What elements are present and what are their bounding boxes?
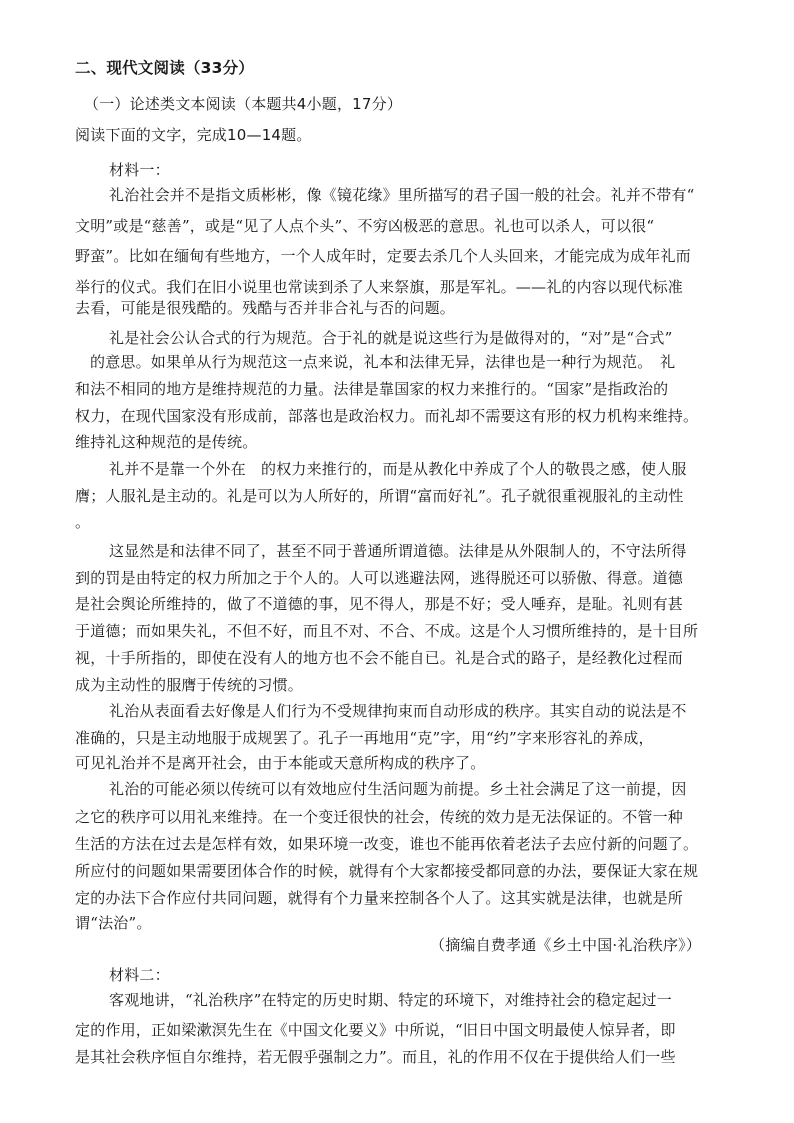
text-line: 礼治的可能必须以传统可以有效地应付生活问题为前提。乡土社会满足了这一前提，因 [109,780,687,798]
text-line: 之它的秩序可以用礼来维持。在一个变迁很快的社会，传统的效力是无法保证的。不管一种 [75,808,684,826]
text-line: 可见礼治并不是离开社会，由于本能或天意所构成的秩序了。 [75,754,486,772]
text-line: 的意思。如果单从行为规范这一点来说，礼本和法律无异，法律也是一种行为规范。 礼 [90,353,676,371]
text-line: 定的办法下合作应付共同问题，就得有个力量来控制各个人了。这其实就是法律，也就是所 [75,889,684,907]
text-line: 是其社会秩序恒自尔维持，若无假乎强制之力”。而且，礼的作用不仅在于提供给人们一些 [75,1048,676,1066]
text-line: 准确的，只是主动地服于成规罢了。孔子一再地用“克”字，用“约”字来形容礼的养成， [75,729,654,747]
text-line: 膺；人服礼是主动的。礼是可以为人所好的，所谓“富而好礼”。孔子就很重视服礼的主动性 [75,487,684,505]
text-line: 和法不相同的地方是维持规范的力量。法律是靠国家的权力来推行的。“国家”是指政治的 [75,380,669,398]
text-line: 权力，在现代国家没有形成前，部落也是政治权力。而礼却不需要这有形的权力机构来维持。 [75,407,699,425]
material-label: 材料一： [109,161,170,179]
text-line: 到的罚是由特定的权力所加之于个人的。人可以逃避法网，逃得脱还可以骄傲、得意。道德 [75,569,684,587]
source-citation: （摘编自费孝通《乡土中国·礼治秩序》） [430,936,702,954]
text-line: 生活的方法在过去是怎样有效，如果环境一改变，谁也不能再依着老法子去应付新的问题了。 [75,835,699,853]
section-title: 二、现代文阅读（33分） [75,59,254,77]
subsection-title: （一）论述类文本阅读（本题共4小题，17分） [84,95,403,113]
text-line: 所应付的问题如果需要团体合作的时候，就得有个大家都接受都同意的办法，要保证大家在规 [75,862,699,880]
text-line: 成为主动性的服膺于传统的习惯。 [75,676,304,694]
text-line: 于道德；而如果失礼，不但不好，而且不对、不合、不成。这是个人习惯所维持的，是十目所 [75,622,699,640]
text-line: 野蛮”。比如在缅甸有些地方，一个人成年时，定要去杀几个人头回来，才能完成为成年礼而 [75,247,691,265]
text-line: 维持礼这种规范的是传统。 [75,433,258,451]
text-line: 礼治从表面看去好像是人们行为不受规律拘束而自动形成的秩序。其实自动的说法是不 [109,702,687,720]
text-line: 谓“法治”。 [75,914,152,932]
instruction-text: 阅读下面的文字，完成10—14题。 [75,126,312,144]
text-line: 文明”或是“慈善”，或是“见了人点个头”、不穷凶极恶的意思。礼也可以杀人，可以很“ [75,217,655,235]
text-line: 举行的仪式。我们在旧小说里也常读到杀了人来祭旗，那是军礼。——礼的内容以现代标准 [75,278,684,296]
text-line: 客观地讲，“礼治秩序”在特定的历史时期、特定的环境下，对维持社会的稳定起过一 [109,991,672,1009]
text-line: 视，十手所指的，即使在没有人的地方也不会不能自已。礼是合式的路子，是经教化过程而 [75,649,684,667]
text-line: 礼并不是靠一个外在 的权力来推行的，而是从教化中养成了个人的敬畏之感，使人服 [109,460,687,478]
text-line: 。 [75,513,91,531]
material-label: 材料二： [109,966,170,984]
text-line: 礼治社会并不是指文质彬彬，像《镜花缘》里所描写的君子国一般的社会。礼并不带有“ [109,186,695,204]
text-line: 定的作用，正如梁漱溟先生在《中国文化要义》中所说，“旧日中国文明最使人惊异者，即 [75,1021,676,1039]
text-line: 是社会舆论所维持的，做了不道德的事，见不得人，那是不好；受人唾弃，是耻。礼则有甚 [75,595,684,613]
text-line: 这显然是和法律不同了，甚至不同于普通所谓道德。法律是从外限制人的，不守法所得 [109,542,687,560]
text-line: 礼是社会公认合式的行为规范。合于礼的就是说这些行为是做得对的，“对”是“合式” [109,329,673,347]
text-line: 去看，可能是很残酷的。残酷与否并非合礼与否的问题。 [75,299,456,317]
